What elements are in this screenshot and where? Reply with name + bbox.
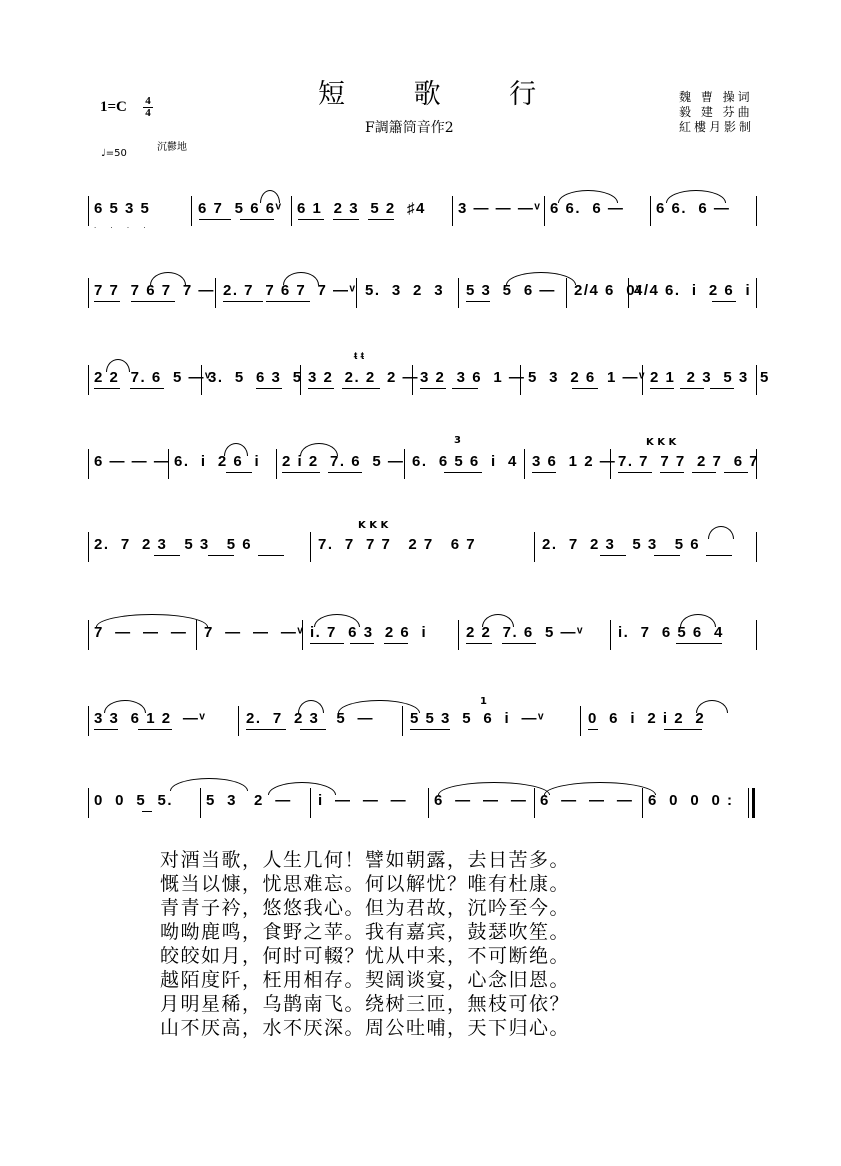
measure: 2. 7 7 6 7 7 —ᵛ [223,282,357,299]
measure: 5. 3 2 3 [365,282,445,299]
key-signature: 1=C [100,99,127,115]
lyrics-block [160,848,570,1040]
score-line-8 [88,788,758,824]
measure: 3 6 1 2 — [532,453,617,470]
measure: 5 5 3 5 6 i —ᵛ [410,710,546,727]
measure: 6 — — — [540,792,634,809]
measure: 5 3 2 6 1 —ᵛ [528,369,647,386]
measure: 6. i 2 6 i [174,453,261,470]
measure: 3 2 2. 2 2 — [308,369,420,386]
measure: 3 2 3 6 1 — [420,369,526,386]
song-subtitle: F調簫筒音作2 [365,120,454,136]
measure: 6 0 0 0 : [648,792,734,809]
score-line-5 [88,520,758,568]
measure: i. 7 6 3 2 6 i [310,624,428,641]
measure: 7 — — —ᵛ [204,624,305,641]
measure: 0 6 i 2 i 2 2 [588,710,706,727]
score-line-3 [88,351,770,401]
measure: 5 3 5 6 — [466,282,556,299]
score-line-1: 6 5 3 5 . . . . 6 7 5 6 6ᵛ 6 1 2 3 5 2 ♯4 3 — — —ᵛ 6 6. 6 — 6 6. 6 — [88,196,758,232]
measure: 2 2 7. 6 5 —ᵛ [466,624,585,641]
measure: 2 1 2 3 5 3 5 [650,369,770,386]
credit-lyricist: 魏 曹 操词 [679,90,753,104]
measure: 6 7 5 6 6ᵛ [198,200,283,217]
triplet-mark: 3 [454,435,461,446]
measure: 3 — — —ᵛ [458,200,542,217]
measure: 2. 7 2 3 5 — [246,710,375,727]
measure: 6 5 3 5 [94,200,151,217]
credit-composer: 毅 建 芬曲 [679,105,753,119]
meter-bottom: 4 [145,107,151,119]
lyric-line: 对酒当歌，人生几何！譬如朝露，去日苦多。 [160,849,571,871]
measure: 6. 6 5 6 i 4 [412,453,518,470]
measure: i. 7 6 5 6 4 [618,624,724,641]
score-line-2 [88,278,758,314]
lyric-line: 呦呦鹿鸣，食野之苹。我有嘉宾，鼓瑟吹笙。 [160,921,571,943]
measure: 2/4 6 0ᵛ [574,282,643,299]
score-line-7 [88,696,758,742]
meter-top: 4 [143,96,153,108]
tempo-mark: ♩=50 [101,148,127,159]
measure: 0 0 5 5. [94,792,174,809]
measure: 6 — — — [94,453,171,470]
time-signature [143,96,153,119]
measure: 7. 7 7 7 2 7 6 7 [318,536,477,553]
measure: i — — — [318,792,408,809]
credit-producer: 紅樓月影制 [679,120,755,134]
song-title: 短 歌 行 [318,79,567,110]
measure: 2 i 2 7. 6 5 — [282,453,405,470]
lyric-line: 慨当以慷，忧思难忘。何以解忧？唯有杜康。 [160,873,571,895]
measure: 3. 5 6 3 5 [208,369,303,386]
expression-mark: 沉鬱地 [157,142,187,153]
measure: 2. 7 2 3 5 3 5 6 [542,536,701,553]
lyric-line: 越陌度阡，枉用相存。契阔谈宴，心念旧恩。 [160,969,571,991]
score-line-6 [88,620,758,656]
measure: 2. 7 2 3 5 3 5 6 [94,536,253,553]
final-barline [748,788,755,818]
k-marks: K K K [358,520,389,531]
lyric-line: 月明星稀，乌鹊南飞。绕树三匝，無枝可依？ [160,993,571,1015]
lyric-line: 青青子衿，悠悠我心。但为君故，沉吟至今。 [160,897,571,919]
measure: 6 6. 6 — [550,200,625,217]
measure: 7. 7 7 7 2 7 6 7 [618,453,760,470]
score-line-4 [88,435,760,485]
measure: 7 7 7 6 7 7 — [94,282,215,299]
k-marks: K K K [646,437,677,448]
lyric-line: 皎皎如月，何时可輟？忧从中来，不可断绝。 [160,945,571,967]
measure: 2 2 7. 6 5 —ᵛ [94,369,213,386]
measure: 6 — — — [434,792,528,809]
measure: 7 — — — [94,624,188,641]
measure: 6 6. 6 — [656,200,731,217]
measure: 6 1 2 3 5 2 ♯4 [297,200,426,217]
ornament-marks: ᵵ ᵵ [354,351,365,362]
measure: 5 3 2 — [206,792,292,809]
lyric-line: 山不厌高，水不厌深。周公吐哺，天下归心。 [160,1017,571,1039]
measure: 4/4 6. i 2 6 i [634,282,752,299]
grace-note: 1 [480,696,487,707]
measure: 3 3 6 1 2 —ᵛ [94,710,207,727]
